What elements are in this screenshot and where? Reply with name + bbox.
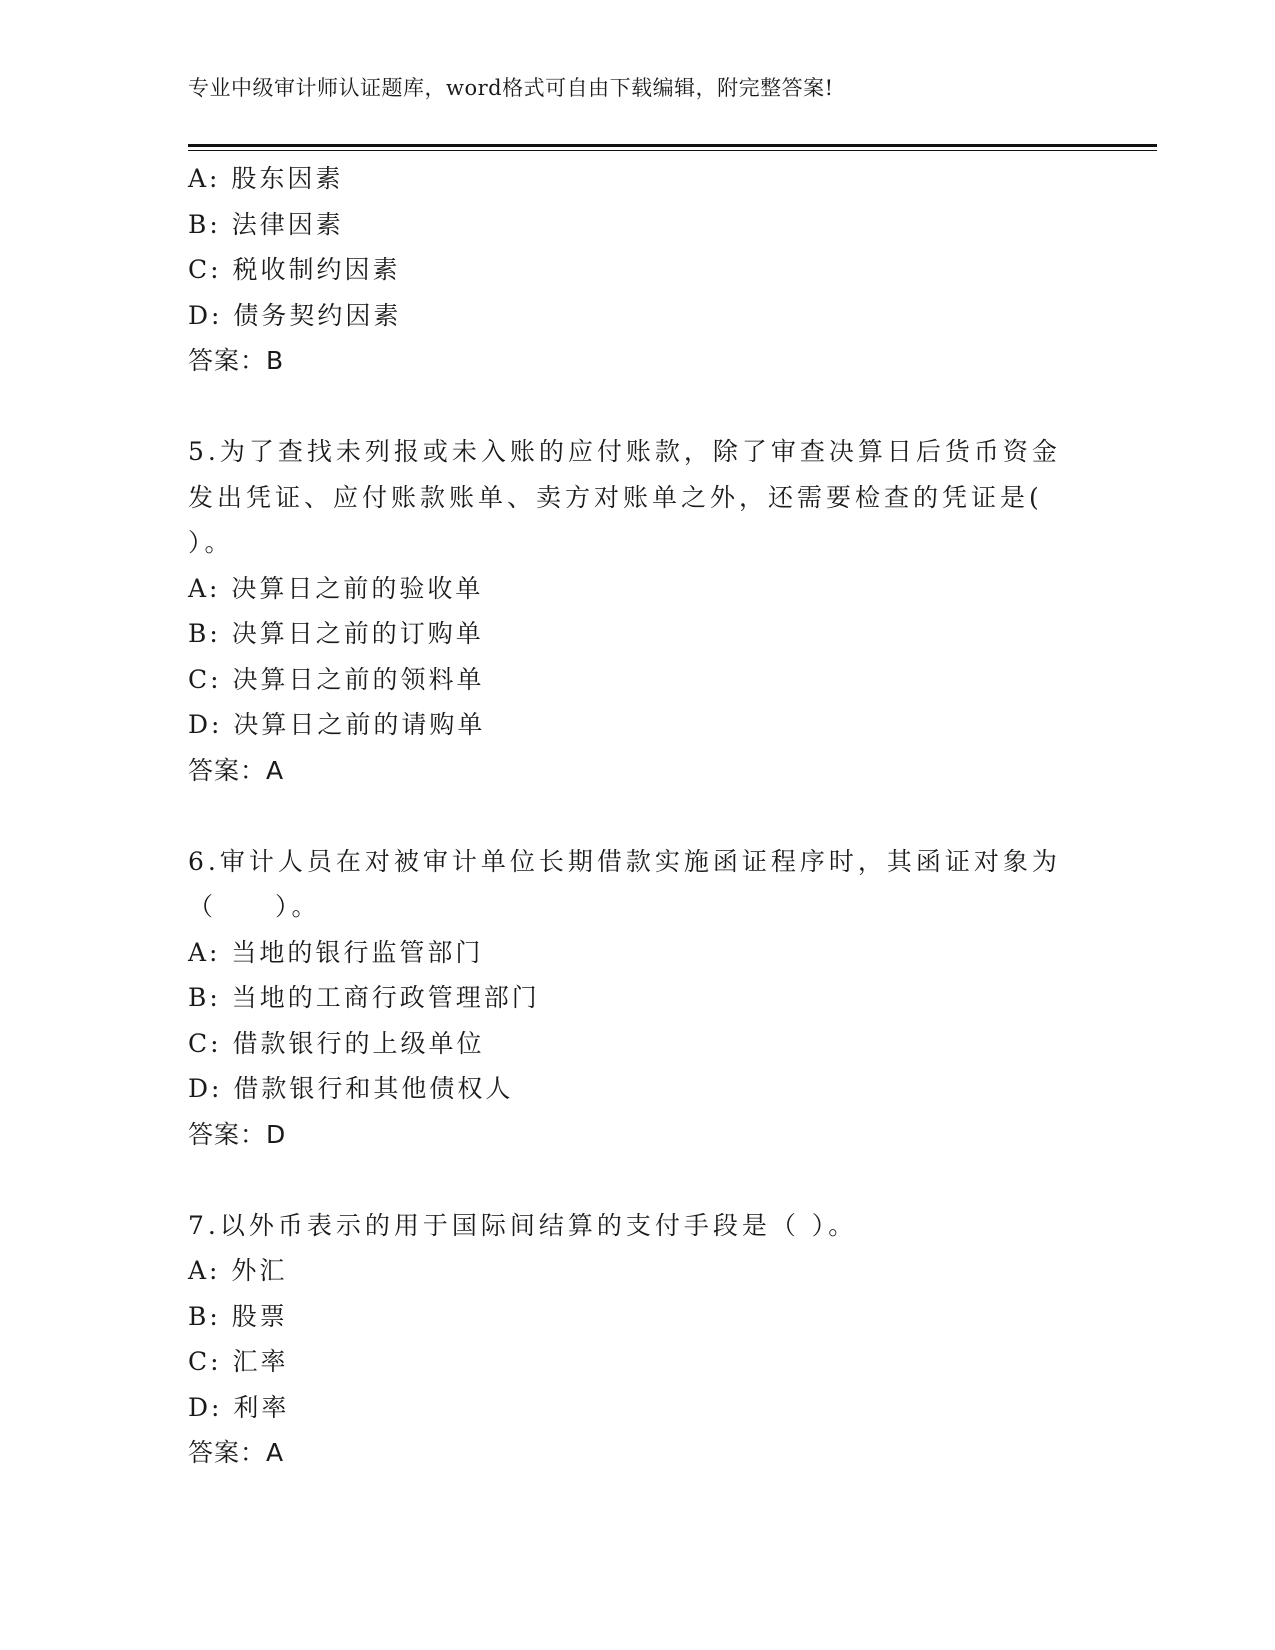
option-c: C: 汇率 (188, 1347, 289, 1376)
question-6 (188, 839, 1088, 1158)
option-b: B: 股票 (188, 1301, 288, 1331)
option-a: A: 当地的银行监管部门 (188, 937, 484, 967)
option-a: A: 决算日之前的验收单 (188, 573, 484, 603)
question-5 (188, 429, 1088, 793)
answer-line: 答案：D (188, 1119, 287, 1149)
answer-line: 答案：B (188, 346, 285, 375)
question-7 (188, 1203, 1088, 1476)
option-c: C: 税收制约因素 (188, 255, 401, 284)
question-text-line: 7.以外币表示的用于国际间结算的支付手段是（ ）。 (188, 1210, 858, 1240)
option-d: D: 债务契约因素 (188, 300, 402, 330)
option-c: C: 决算日之前的领料单 (188, 664, 485, 694)
option-a: A: 股东因素 (188, 164, 344, 193)
page-header-title: 专业中级审计师认证题库，word格式可自由下载编辑，附完整答案! (188, 76, 834, 100)
answer-line: 答案：A (188, 1438, 285, 1467)
question-text-line: ）。 (188, 528, 234, 557)
question-content (188, 156, 1088, 1476)
option-c: C: 借款银行的上级单位 (188, 1028, 485, 1058)
option-b: B: 决算日之前的订购单 (188, 619, 484, 648)
option-b: B: 法律因素 (188, 209, 344, 239)
header-divider-thin (188, 150, 1157, 151)
option-d: D: 决算日之前的请购单 (188, 710, 486, 739)
option-d: D: 利率 (188, 1392, 290, 1422)
option-d: D: 借款银行和其他债权人 (188, 1074, 514, 1103)
answer-line: 答案：A (188, 755, 285, 785)
question-text-line: 发出凭证、应付账款账单、卖方对账单之外，还需要检查的凭证是( (188, 482, 1043, 512)
question-text-line: 5.为了查找未列报或未入账的应付账款，除了审查决算日后货币资金 (188, 437, 1061, 466)
option-a: A: 外汇 (188, 1256, 288, 1285)
question-text-line: （ ）。 (188, 892, 321, 921)
option-b: B: 当地的工商行政管理部门 (188, 983, 540, 1012)
header-divider-thick (188, 144, 1157, 147)
question-text-line: 6.审计人员在对被审计单位长期借款实施函证程序时，其函证对象为 (188, 846, 1061, 876)
question-4 (188, 156, 1088, 384)
